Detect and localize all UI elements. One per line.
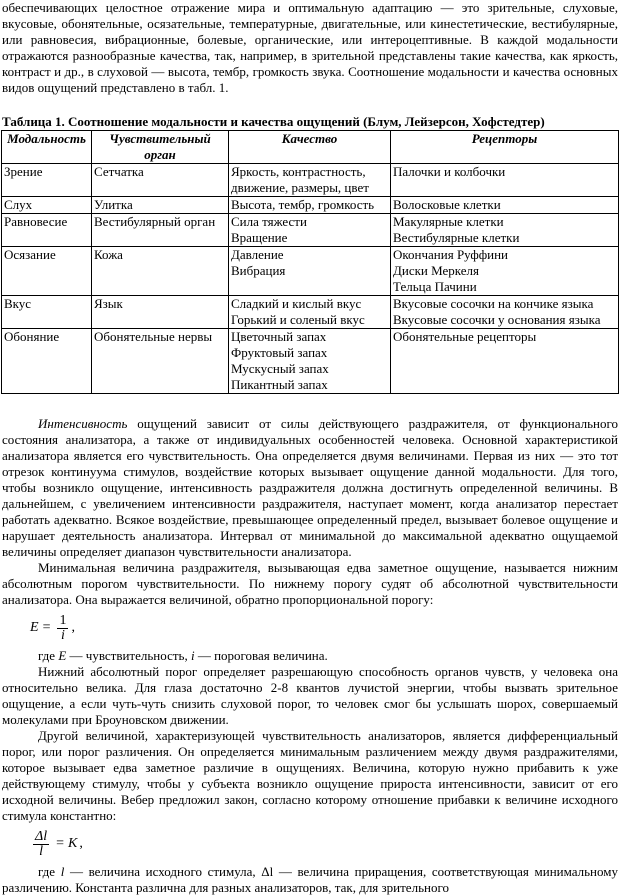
table-row: [2, 164, 619, 197]
cell-receptors: [391, 247, 619, 296]
where-var-e: E: [58, 648, 67, 663]
where-text: где: [38, 864, 61, 879]
formula-explanation: [2, 648, 618, 664]
sensitivity-formula: [30, 611, 618, 645]
cell-modality: Равновесие: [2, 214, 92, 247]
intro-paragraph: обеспечивающих целостное отражение мира и оптимальную адаптацию — это зрительные, слуховые, вкусовые, обонятельные, осязательные, температурные, двигательные, или кинестетические, вестибулярные, или равновесия, вибрационные, болевые, органические, или интероцептивные. В каждой модальности отражаются разнообразные качества, так, например, в зрительной представлены такие качества, как яркость, контраст и др., в слуховой — высота, тембр, громкость звука. Соотношение модальности и качества основных видов ощущений представлено в табл. 1.: [2, 0, 618, 95]
cell-quality-line: Высота, тембр, громкость: [231, 197, 375, 212]
formula-comma: ,: [71, 620, 75, 635]
where-text: где: [38, 648, 59, 663]
formula-lhs: E: [30, 620, 39, 635]
header-quality: Качество: [229, 131, 391, 164]
cell-receptors-line: Вкусовые сосочки на кончике языка: [393, 296, 594, 311]
header-receptors: Рецепторы: [391, 131, 619, 164]
cell-quality-line: Давление: [231, 247, 284, 262]
intensity-paragraph: [2, 416, 618, 560]
weber-comma: ,: [79, 836, 83, 851]
header-modality: Модальность: [2, 131, 92, 164]
cell-receptors-line: Макулярные клетки: [393, 214, 504, 229]
intensity-text: ощущений зависит от силы действующего раздражителя, от функционального состояния анализатора, а также от индивидуальных особенностей человека. Основной характеристикой анализатора является его чувствительность. Она определяется двумя величинами. Первая из них — это тот отрезок континуума стимулов, воздействие которых вызывает ощущение данной модальности. Для того, чтобы возникло ощущение, интенсивность раздражителя должна достигнуть определенной величины. В дальнейшем, с увеличением интенсивности раздражителя, наступает момент, когда анализатор перестает работать адекватно. Всякое воздействие, превышающее определенный предел, вызывает болевое ощущение и нарушает деятельность анализатора. Интервал от минимальной до максимальной адекватно ощущаемой величины определяет диапазон чувствительности анализатора.: [2, 416, 618, 559]
where-text: — пороговая величина.: [194, 648, 328, 663]
differential-threshold-paragraph: Другой величиной, характеризующей чувствительность анализаторов, является дифференциальный порог, или порог различения. Он определяется минимальным различением между двумя раздражителями, которое вызывает едва заметное различие в ощущениях. Величина, которую нужно прибавить к уже действующему стимулу, чтобы у субъекта возникло ощущение прироста интенсивности, зависит от его исходной величины. Вебер предложил закон, согласно которому отношение прибавки к величине исходного стимула константно:: [2, 728, 618, 823]
cell-quality-line: Фруктовый запах: [231, 345, 328, 360]
formula-fraction: [57, 614, 68, 643]
cell-organ: Сетчатка: [92, 164, 229, 197]
cell-receptors-line: Палочки и колбочки: [393, 164, 506, 179]
cell-quality-line: Мускусный запах: [231, 361, 329, 376]
header-organ: Чувствительный орган: [92, 131, 229, 164]
cell-receptors-line: Окончания Руффини: [393, 247, 509, 262]
formula-denominator: i: [61, 627, 65, 643]
cell-quality-line: Цветочный запах: [231, 329, 327, 344]
cell-organ: Улитка: [92, 197, 229, 214]
cell-receptors: [391, 296, 619, 329]
weber-equals: =: [56, 836, 65, 851]
cell-modality: Осязание: [2, 247, 92, 296]
cell-organ: Кожа: [92, 247, 229, 296]
table-body: [2, 164, 619, 394]
cell-receptors-line: Вестибулярные клетки: [393, 230, 520, 245]
body-text: [0, 416, 620, 896]
where-text: — величина исходного стимула,: [64, 864, 262, 879]
cell-modality: Вкус: [2, 296, 92, 329]
cell-quality-line: Яркость, контрастность, движение, размеры, цвет: [231, 164, 369, 195]
cell-receptors: [391, 197, 619, 214]
where-var-i: i: [190, 648, 195, 663]
cell-quality-line: Сила тяжести: [231, 214, 307, 229]
cell-quality: [229, 164, 391, 197]
cell-receptors-line: Тельца Пачини: [393, 279, 477, 294]
intensity-term: Интенсивность: [38, 416, 128, 431]
table-row: [2, 296, 619, 329]
cell-quality: [229, 247, 391, 296]
where-var-l: l: [60, 864, 65, 879]
cell-quality: [229, 329, 391, 394]
cell-quality-line: Вращение: [231, 230, 288, 245]
where-text: — чувствительность,: [66, 648, 191, 663]
cell-quality: [229, 214, 391, 247]
cell-quality: [229, 296, 391, 329]
cell-receptors: [391, 164, 619, 197]
cell-receptors-line: Диски Меркеля: [393, 263, 480, 278]
table-title: Таблица 1. Соотношение модальности и качества ощущений (Блум, Лейзерсон, Хофстедтер): [2, 114, 545, 129]
cell-modality: Зрение: [2, 164, 92, 197]
where-var-delta-l: Δl: [261, 864, 274, 879]
where-text: — величина приращения, соответствующая минимальному различению. Константа различна для разных анализаторов, так, для зрительного: [2, 864, 618, 895]
cell-organ: Язык: [92, 296, 229, 329]
cell-receptors-line: Волосковые клетки: [393, 197, 501, 212]
weber-denominator: l: [39, 843, 43, 859]
cell-quality-line: Сладкий и кислый вкус: [231, 296, 362, 311]
weber-numerator: Δl: [35, 828, 48, 844]
cell-quality: [229, 197, 391, 214]
absolute-threshold-paragraph: Минимальная величина раздражителя, вызывающая едва заметное ощущение, называется нижним абсолютным порогом чувствительности. По нижнему порогу судят об абсолютной чувствительности анализатора. Она выражается величиной, обратно пропорциональной порогу:: [2, 560, 618, 607]
cell-quality-line: Горький и соленый вкус: [231, 312, 365, 327]
formula-numerator: 1: [59, 612, 67, 628]
cell-quality-line: Пикантный запах: [231, 377, 328, 392]
cell-organ: Вестибулярный орган: [92, 214, 229, 247]
weber-constant: K: [68, 836, 78, 851]
cell-receptors-line: Вкусовые сосочки у основания языка: [393, 312, 601, 327]
cell-receptors: [391, 214, 619, 247]
table-row: [2, 247, 619, 296]
table-header-row: [2, 131, 619, 164]
table-row: [2, 197, 619, 214]
weber-fraction: [33, 830, 49, 859]
cell-modality: Слух: [2, 197, 92, 214]
weber-explanation: [2, 864, 618, 896]
modality-table: [1, 130, 619, 394]
formula-equals: =: [42, 620, 51, 635]
cell-receptors-line: Обонятельные рецепторы: [393, 329, 537, 344]
weber-formula: [30, 827, 618, 861]
cell-organ: Обонятельные нервы: [92, 329, 229, 394]
cell-quality-line: Вибрация: [231, 263, 286, 278]
table-row: [2, 214, 619, 247]
cell-receptors: [391, 329, 619, 394]
table-row: [2, 329, 619, 394]
cell-modality: Обоняние: [2, 329, 92, 394]
resolution-paragraph: Нижний абсолютный порог определяет разрешающую способность органов чувств, у человека она относительно велика. Для глаза достаточно 2-8 квантов лучистой энергии, чтобы вызвать зрительное ощущение, а если чуть-чуть снизить слуховой порог, то человек смог бы услышать шорох, совершаемый молекулами при Броуновском движении.: [2, 664, 618, 727]
